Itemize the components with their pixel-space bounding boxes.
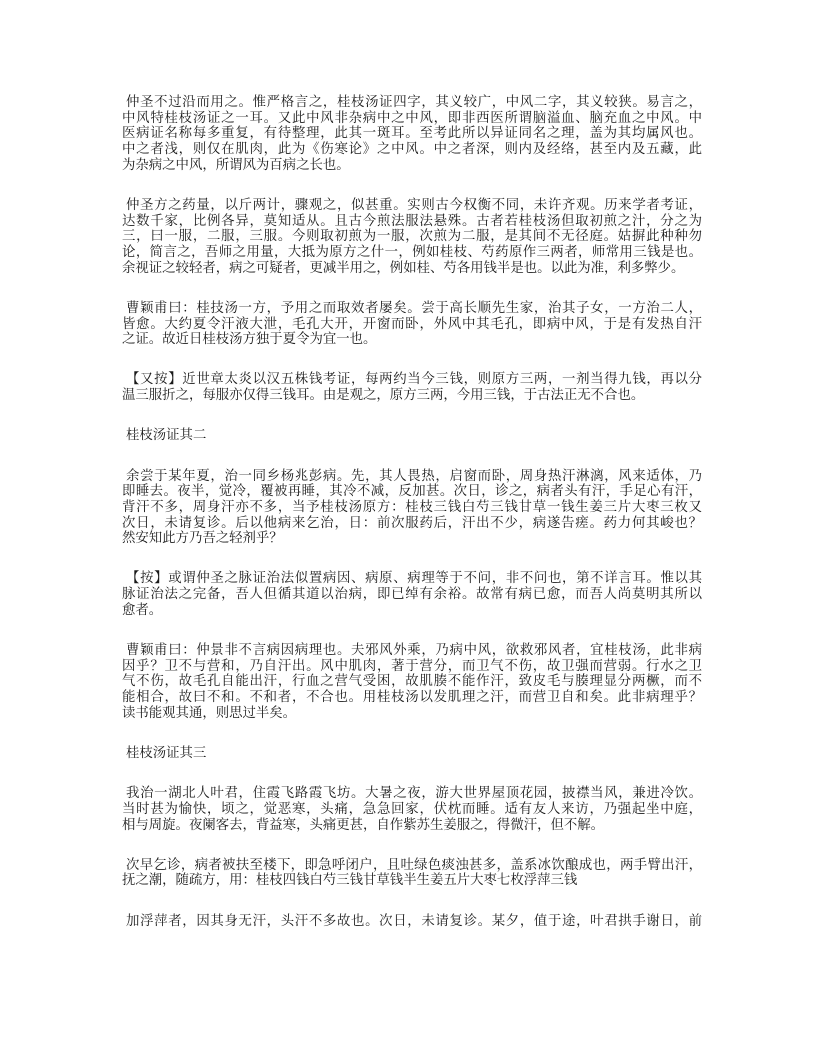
text-line: 我治一湖北人叶君，住霞飞路霞飞坊。大暑之夜，游大世界屋顶花园，披襟当风，兼进冷饮。	[126, 786, 702, 802]
text-line: 之证。故近日桂枝汤方独于夏令为宜一也。	[122, 332, 377, 348]
text-line: 达数千家，比例各异，莫知适从。且古今煎法服法悬殊。古者若桂枝汤但取初煎之汁，分之为	[122, 213, 702, 229]
text-line: 中风特桂枝汤证之一耳。又此中风非杂病中之中风，即非西医所谓脑溢血、脑充血之中风。中	[122, 110, 702, 126]
paragraph	[122, 914, 702, 930]
text-line: 能相合，故曰不和。不和者，不合也。用桂枝汤以发肌理之汗，而营卫自和矣。此非病理乎？	[122, 690, 702, 706]
text-line: 论，简言之，吾师之用量，大抵为原方之什一，例如桂枝、芍药原作三两者，师常用三钱是也。	[122, 245, 702, 260]
section-heading	[122, 746, 702, 762]
paragraph	[122, 198, 702, 276]
text-line: 曹颖甫曰：仲景非不言病因病理也。夫邪风外乘，乃病中风，欲救邪风者，宜桂枝汤，此非病	[126, 643, 702, 658]
text-line: 医病证名称每多重复，有待整理，此其一斑耳。至考此所以异证同名之理，盖为其均属风也。	[122, 126, 702, 142]
text-line: 仲圣方之药量，以斤两计，骤观之，似甚重。实则古今权衡不同，未许齐观。历来学者考证，	[126, 197, 702, 213]
paragraph	[122, 372, 702, 403]
paragraph	[122, 95, 702, 173]
section-heading	[122, 428, 702, 444]
text-line: 即睡去。夜半，觉冷，覆被再睡，其冷不减，反加甚。次日，诊之，病者头有汗，手足心有汗，	[122, 484, 702, 500]
text-line: 背汗不多，周身汗亦不多，当予桂枝汤原方：桂枝三钱白芍三钱甘草一钱生姜三片大枣三枚又	[122, 499, 702, 515]
text-line: 抚之潮，随疏方，用：桂枝四钱白芍三钱甘草钱半生姜五片大枣七枚浮萍三钱	[122, 873, 578, 889]
text-line: 愈者。	[122, 602, 163, 618]
paragraph	[122, 643, 702, 721]
text-line: 【按】或谓仲圣之脉证治法似置病因、病原、病理等于不问，非不问也，第不详言耳。惟以其	[126, 571, 702, 587]
text-line: 为杂病之中风，所谓风为百病之长也。	[122, 157, 350, 173]
text-line: 次日，未请复诊。后以他病来乞治，日：前次服药后，汗出不少，病遂告瘥。药力何其峻也？	[122, 515, 702, 531]
text-line: 温三服折之，每服亦仅得三钱耳。由是观之，原方三两，今用三钱，于古法正无不合也。	[122, 388, 645, 404]
text-line: 气不伤，故毛孔自能出汗，行血之营气受困，故肌腠不能作汗，致皮毛与腠理显分两橛，而不	[122, 674, 702, 690]
text-line: 当时甚为愉快，顷之，觉恶寒，头痛，急急回家，伏枕而睡。适有友人来访，乃强起坐中庭，	[122, 801, 702, 817]
text-line: 仲圣不过沿而用之。惟严格言之，桂枝汤证四字，其义较广，中风二字，其义较狭。易言之，	[126, 95, 702, 110]
paragraph	[122, 469, 702, 547]
text-line: 三，曰一服，二服，三服。今则取初煎为一服，次煎为二服，是其间不无径庭。姑摒此种种勿	[122, 229, 702, 245]
text-line: 次早乞诊，病者被扶至楼下，即急呼闭户，且吐绿色痰浊甚多，盖系冰饮酿成也，两手臂出汗，	[126, 857, 702, 873]
paragraph	[122, 571, 702, 618]
text-line: 曹颖甫曰：桂技汤一方，予用之而取效者屡矣。尝于高长顺先生家，治其子女，一方治二人，	[126, 300, 702, 316]
text-line: 读书能观其通，则思过半矣。	[122, 705, 297, 721]
text-line: 余视证之较轻者，病之可疑者，更减半用之，例如桂、芍各用钱半是也。以此为准，利多弊少。	[122, 260, 685, 276]
text-line: 中之者浅，则仅在肌肉，此为《伤寒论》之中风。中之者深，则内及经络，甚至内及五藏，此	[122, 142, 702, 158]
text-line: 相与周旋。夜阑客去，背益寒，头痛更甚，自作紫苏生姜服之，得微汗，但不解。	[122, 817, 605, 833]
document-page	[122, 95, 702, 954]
paragraph	[122, 858, 702, 889]
text-line: 桂枝汤证其三	[126, 745, 207, 761]
paragraph	[122, 786, 702, 833]
text-line: 然安知此方乃吾之轻剂乎？	[122, 531, 283, 547]
text-line: 余尝于某年夏，治一同乡杨兆彭病。先，其人畏热，启窗而卧，周身热汗淋漓，风来适体，乃	[126, 468, 702, 484]
text-line: 皆愈。大约夏令汗液大泄，毛孔大开，开窗而卧，外风中其毛孔，即病中风，于是有发热自汗	[122, 316, 702, 332]
text-line: 桂枝汤证其二	[126, 428, 207, 444]
text-line: 因乎？卫不与营和，乃自汗出。风中肌肉，著于营分，而卫气不伤，故卫强而营弱。行水之卫	[122, 658, 702, 674]
paragraph	[122, 301, 702, 348]
text-line: 【又按】近世章太炎以汉五株钱考证，每两约当今三钱，则原方三两，一剂当得九钱，再以分	[126, 372, 702, 388]
text-line: 加浮萍者，因其身无汗，头汗不多故也。次日，未请复诊。某夕，值于途，叶君拱手谢日，前	[126, 913, 702, 929]
text-line: 脉证治法之完备，吾人但循其道以治病，即已绰有余裕。故常有病已愈，而吾人尚莫明其所以	[122, 587, 702, 603]
